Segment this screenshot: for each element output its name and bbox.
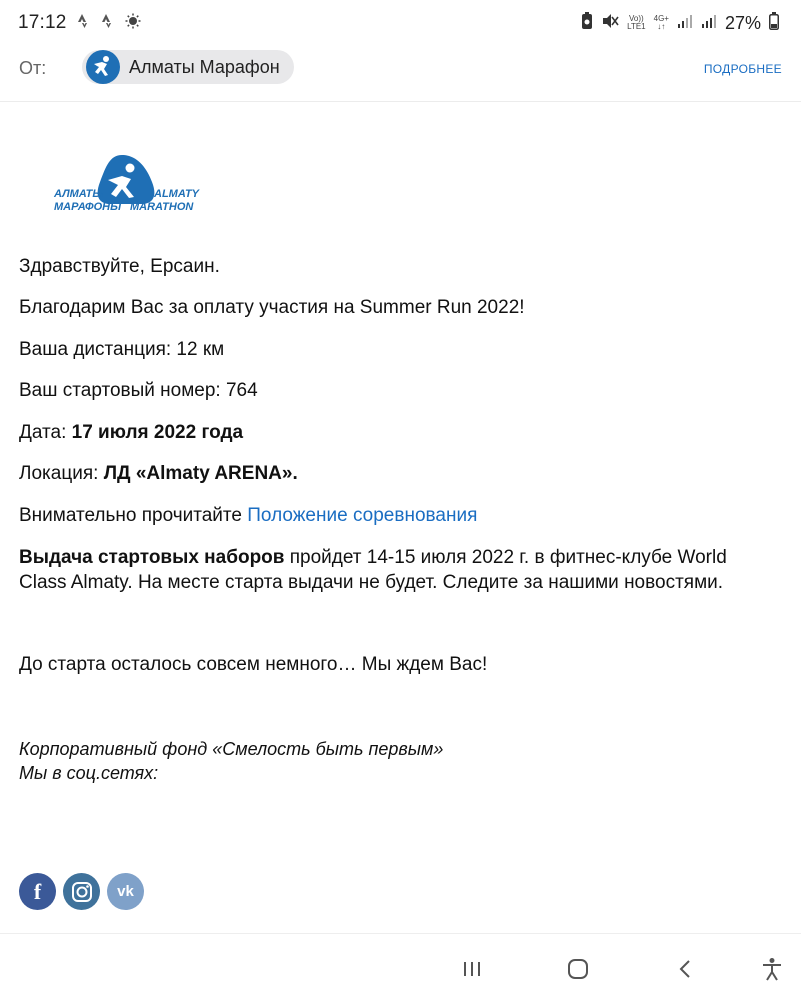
avatar — [86, 50, 120, 84]
facebook-icon[interactable]: f — [19, 873, 56, 910]
from-label: От: — [19, 58, 47, 78]
kits-rest: пройдет 14-15 июля 2022 г. в фитнес-клубе World — [284, 547, 727, 568]
battery-icon — [769, 12, 779, 35]
location-line — [19, 462, 298, 486]
date-label: Дата: — [19, 422, 72, 443]
logo-en-line2: MARATHON — [130, 201, 194, 213]
runner-icon — [90, 54, 116, 80]
battery-level: 27% — [724, 12, 761, 33]
instagram-icon[interactable] — [63, 873, 100, 910]
mute-icon — [601, 12, 619, 35]
back-icon[interactable] — [670, 956, 700, 982]
date-value: 17 июля 2022 года — [71, 422, 244, 443]
thanks-text: Благодарим Вас за оплату участия на Summer Run 2022! — [19, 297, 525, 318]
signature-social: Мы в соц.сетях: — [19, 763, 159, 783]
clock: 17:12 — [18, 12, 67, 33]
sender-name: Алматы Марафон — [129, 56, 280, 77]
bib-text: Ваш стартовый номер: 764 — [19, 380, 258, 401]
rules-line — [19, 504, 477, 528]
closing-text: До старта осталось совсем немного… Мы ждем Вас! — [19, 654, 488, 675]
kits-line-2: Class Almaty. На месте старта выдачи не будет. Следите за нашими новостями. — [19, 572, 724, 593]
recent-apps-icon[interactable] — [457, 956, 487, 982]
signal-icon — [677, 13, 693, 34]
status-bar — [0, 0, 801, 46]
details-link[interactable]: ПОДРОБНЕЕ — [703, 62, 782, 76]
distance-text: Ваша дистанция: 12 км — [19, 339, 225, 360]
system-nav-bar — [0, 933, 801, 1000]
social-links — [19, 873, 144, 910]
volte-indicator: Vo)) LTE1 — [627, 14, 646, 31]
strava-icon — [77, 13, 91, 34]
vk-icon[interactable]: vk — [107, 873, 144, 910]
logo-en-line1: ALMATY — [154, 188, 200, 200]
logo-ru-line1: АЛМАТЫ — [54, 188, 104, 200]
location-label: Локация: — [19, 463, 104, 484]
signal-icon — [701, 13, 717, 34]
brand-logo — [52, 152, 202, 222]
rules-link[interactable]: Положение соревнования — [247, 505, 478, 526]
network-type: 4G+ ↓↑ — [653, 14, 669, 31]
logo-ru-line2: МАРАФОНЫ — [54, 201, 122, 213]
home-icon[interactable] — [563, 956, 593, 982]
greeting: Здравствуйте, Ерсаин. — [19, 256, 220, 277]
accessibility-icon[interactable] — [757, 956, 787, 982]
location-value: ЛД «Almaty ARENA». — [103, 463, 298, 484]
strava-icon — [101, 13, 115, 34]
rules-text: Внимательно прочитайте — [19, 505, 248, 526]
brightness-icon — [125, 13, 141, 34]
kits-line-1 — [19, 546, 727, 570]
date-line — [19, 421, 243, 445]
sender-header — [0, 46, 801, 102]
kits-bold: Выдача стартовых наборов — [19, 547, 285, 568]
sender-chip[interactable] — [82, 50, 294, 84]
signature-foundation: Корпоративный фонд «Смелость быть первым» — [19, 739, 444, 759]
battery-saver-icon — [581, 12, 593, 35]
